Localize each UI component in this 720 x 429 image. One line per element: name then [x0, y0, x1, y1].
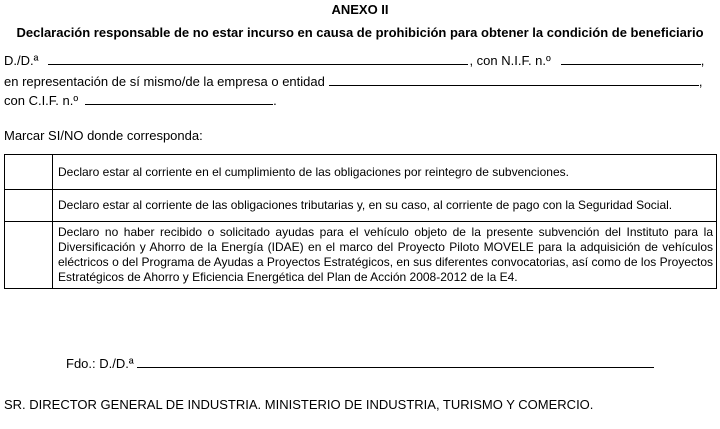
representation-label: en representación de sí mismo/de la empresa o entidad — [4, 74, 325, 89]
comma-2: , — [698, 74, 703, 89]
signature-label: Fdo.: D./D.ª — [66, 356, 134, 371]
name-field[interactable] — [48, 52, 468, 65]
cif-row — [4, 92, 277, 108]
signature-field[interactable] — [137, 355, 654, 368]
entity-field[interactable] — [329, 73, 699, 86]
document-title: ANEXO II — [331, 2, 389, 17]
cif-field[interactable] — [85, 92, 273, 105]
declaration-checkbox[interactable] — [5, 155, 53, 190]
declaration-text: Declaro no haber recibido o solicitado ayudas para el vehículo objeto de la presente subvención del Instituto para la Diversificación y Ahorro de la Energía (IDAE) en el marco del Proyecto Piloto MOVELE para la adquisición de vehículos eléctricos o del Programa de Ayudas a Proyectos Estratégicos, en sus diferentes convocatorias, así como de los Proyectos Estratégicos de Ahorro y Eficiencia Energética del Plan de Acción 2008-2012 de la E4. — [53, 222, 717, 289]
declaration-checkbox[interactable] — [5, 222, 53, 289]
cif-label: con C.I.F. n.º — [4, 93, 79, 108]
declaration-checkbox[interactable] — [5, 190, 53, 222]
document-subtitle: Declaración responsable de no estar incurso en causa de prohibición para obtener la condición de beneficiario — [16, 25, 704, 40]
name-row — [4, 52, 704, 68]
declarations-table — [4, 154, 717, 289]
instruction-text: Marcar SI/NO donde corresponda: — [4, 128, 203, 143]
declaration-row — [5, 222, 717, 289]
nif-field[interactable] — [561, 52, 701, 65]
comma-1: , — [700, 53, 705, 68]
declaration-row — [5, 190, 717, 222]
name-label: D./D.ª — [4, 53, 39, 68]
representation-row — [4, 73, 702, 89]
nif-label: , con N.I.F. n.º — [469, 53, 551, 68]
declaration-text: Declaro estar al corriente de las obligaciones tributarias y, en su caso, al corriente de pago con la Seguridad Social. — [53, 190, 717, 222]
period: . — [273, 93, 277, 108]
addressee-footer: SR. DIRECTOR GENERAL DE INDUSTRIA. MINISTERIO DE INDUSTRIA, TURISMO Y COMERCIO. — [4, 397, 594, 412]
declaration-text: Declaro estar al corriente en el cumplimiento de las obligaciones por reintegro de subvenciones. — [53, 155, 717, 190]
declaration-row — [5, 155, 717, 190]
signature-row — [66, 355, 654, 371]
